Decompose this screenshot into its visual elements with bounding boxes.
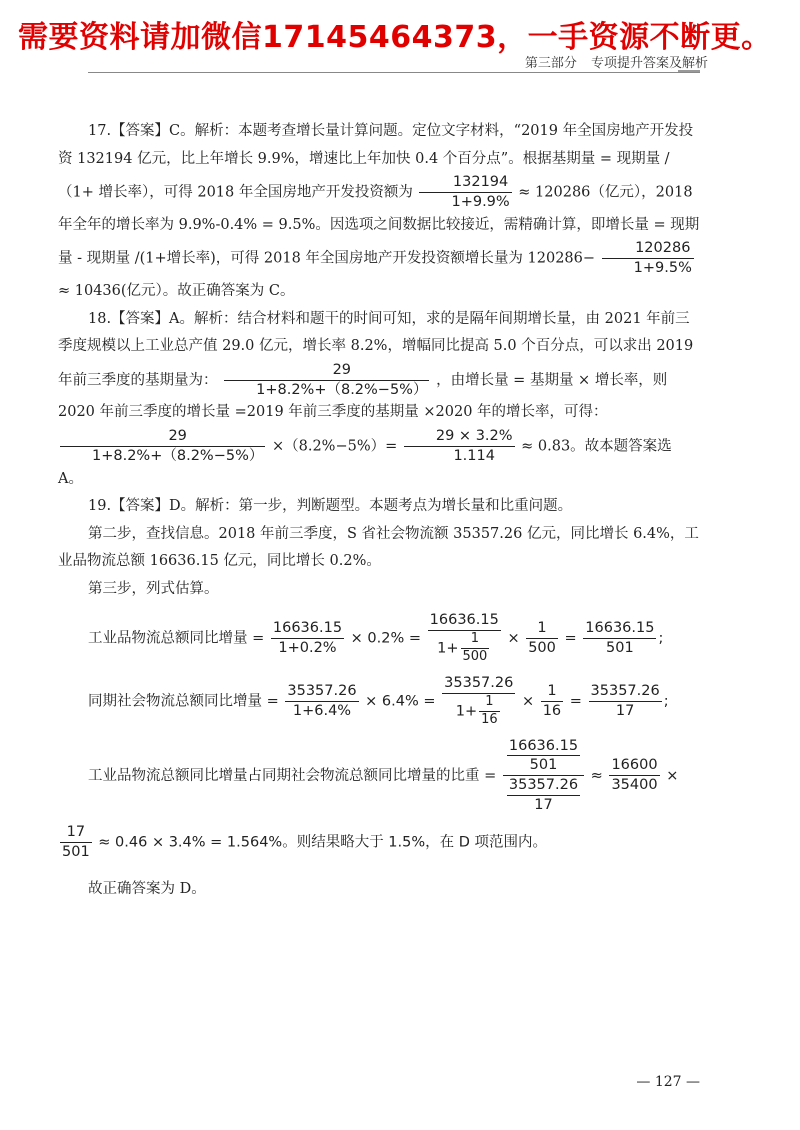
q19-equation-1: 工业品物流总额同比增量 = $\frac{16636.15}{1+0.2\%}$ × 0.2% = 16636.15 1+ $\frac{1}{500}$ × $\frac{1}{500}$ = $\frac{16636.15}{501}$ ; xyxy=(88,612,664,665)
q19-equation-3: 工业品物流总额同比增量占同期社会物流总额同比增量的比重 = $\frac{\frac{16636.15}{501}}{\frac{35357.26}{17}}$ ≈ $\frac{16600}{35400}$ × xyxy=(88,737,679,814)
q19-equation-2: 同期社会物流总额同比增量 = $\frac{35357.26}{1+6.4\%}$ × 6.4% = 35357.26 1+ $\frac{1}{16}$ × $\frac{1}{16}$ = $\frac{35357.26}{17}$ ; xyxy=(88,674,669,727)
q19-step2: 第二步，查找信息。2018 年前三季度，S 省社会物流额 35357.26 亿元，同比增长 6.4%，工业品物流总额 16636.15 亿元，同比增长 0.2%。 xyxy=(58,525,699,570)
q17-text-3: ≈ 10436(亿元）。故正确答案为 C。 xyxy=(58,283,295,300)
q18-text-2: ，由增长量 = 基期量 × 增长率，则 2020 年前三季度的增长量 =2019 年前三季度的基期量 ×2020 年的增长率，可得： xyxy=(58,372,668,421)
page-body xyxy=(58,118,700,903)
watermark-banner: 需要资料请加微信17145464373，一手资源不断更。 xyxy=(18,20,772,55)
header-part: 第三部分 xyxy=(524,56,577,71)
q19-result: $\frac{17}{501}$ ≈ 0.46 × 3.4% = 1.564%。则结果略大于 1.5%，在 D 项范围内。 xyxy=(62,823,548,860)
q18-paragraph xyxy=(58,306,700,494)
q18-text-3: ×（8.2%−5%）= xyxy=(271,438,398,455)
header-title: 专项提升答案及解析 xyxy=(590,56,708,71)
q19-step1: 19.【答案】D。解析：第一步，判断题型。本题考点为增长量和比重问题。 xyxy=(88,498,573,515)
q19-conclusion: 故正确答案为 D。 xyxy=(88,880,206,897)
book-icon xyxy=(678,62,700,72)
q18-text-4: ≈ 0.83。故本题答案选 A。 xyxy=(58,438,672,487)
q17-text-1: 17.【答案】C。解析：本题考查增长量计算问题。定位文字材料，“2019 年全国房地产开发投资 132194 亿元，比上年增长 9.9%，增速比上年加快 0.4 个百分点”。根据基期量 = 现期量 /（1+ 增长率），可得 2018 年全国房地产开发投资额为 xyxy=(58,123,694,201)
page-number: — 127 — xyxy=(636,1074,700,1090)
q17-paragraph xyxy=(58,118,700,306)
q17-fraction-1: $\frac{132194}{1+9.9\%}$ xyxy=(419,173,511,212)
q17-text-2: ≈ 120286（亿元），2018 年全年的增长率为 9.9%-0.4% = 9.5%。因选项之间数据比较接近，需精确计算，即增长量 = 现期量 - 现期量 /(1+增长率)，可得 2018 年全国房地产开发投资额增长量为 120286− xyxy=(58,184,700,267)
q19-step3: 第三步，列式估算。 xyxy=(88,580,219,597)
q18-fraction-1: $\frac{29}{1+8.2\%+(8.2\%-5\%)}$ xyxy=(224,361,429,400)
header-rule xyxy=(88,72,700,73)
q17-fraction-2: $\frac{120286}{1+9.5\%}$ xyxy=(602,239,694,278)
q18-fraction-3: $\frac{29 \times 3.2\%}{1.114}$ xyxy=(404,427,515,466)
q18-fraction-2: $\frac{29}{1+8.2\%+(8.2\%-5\%)}$ xyxy=(60,427,265,466)
q18-text-1: 18.【答案】A。解析：结合材料和题干的时间可知，求的是隔年间期增长量，由 2021 年前三季度规模以上工业总产值 29.0 亿元，增长率 8.2%，增幅同比提高 5.0 个百分点，可以求出 2019 年前三季度的基期量为： xyxy=(58,310,694,388)
